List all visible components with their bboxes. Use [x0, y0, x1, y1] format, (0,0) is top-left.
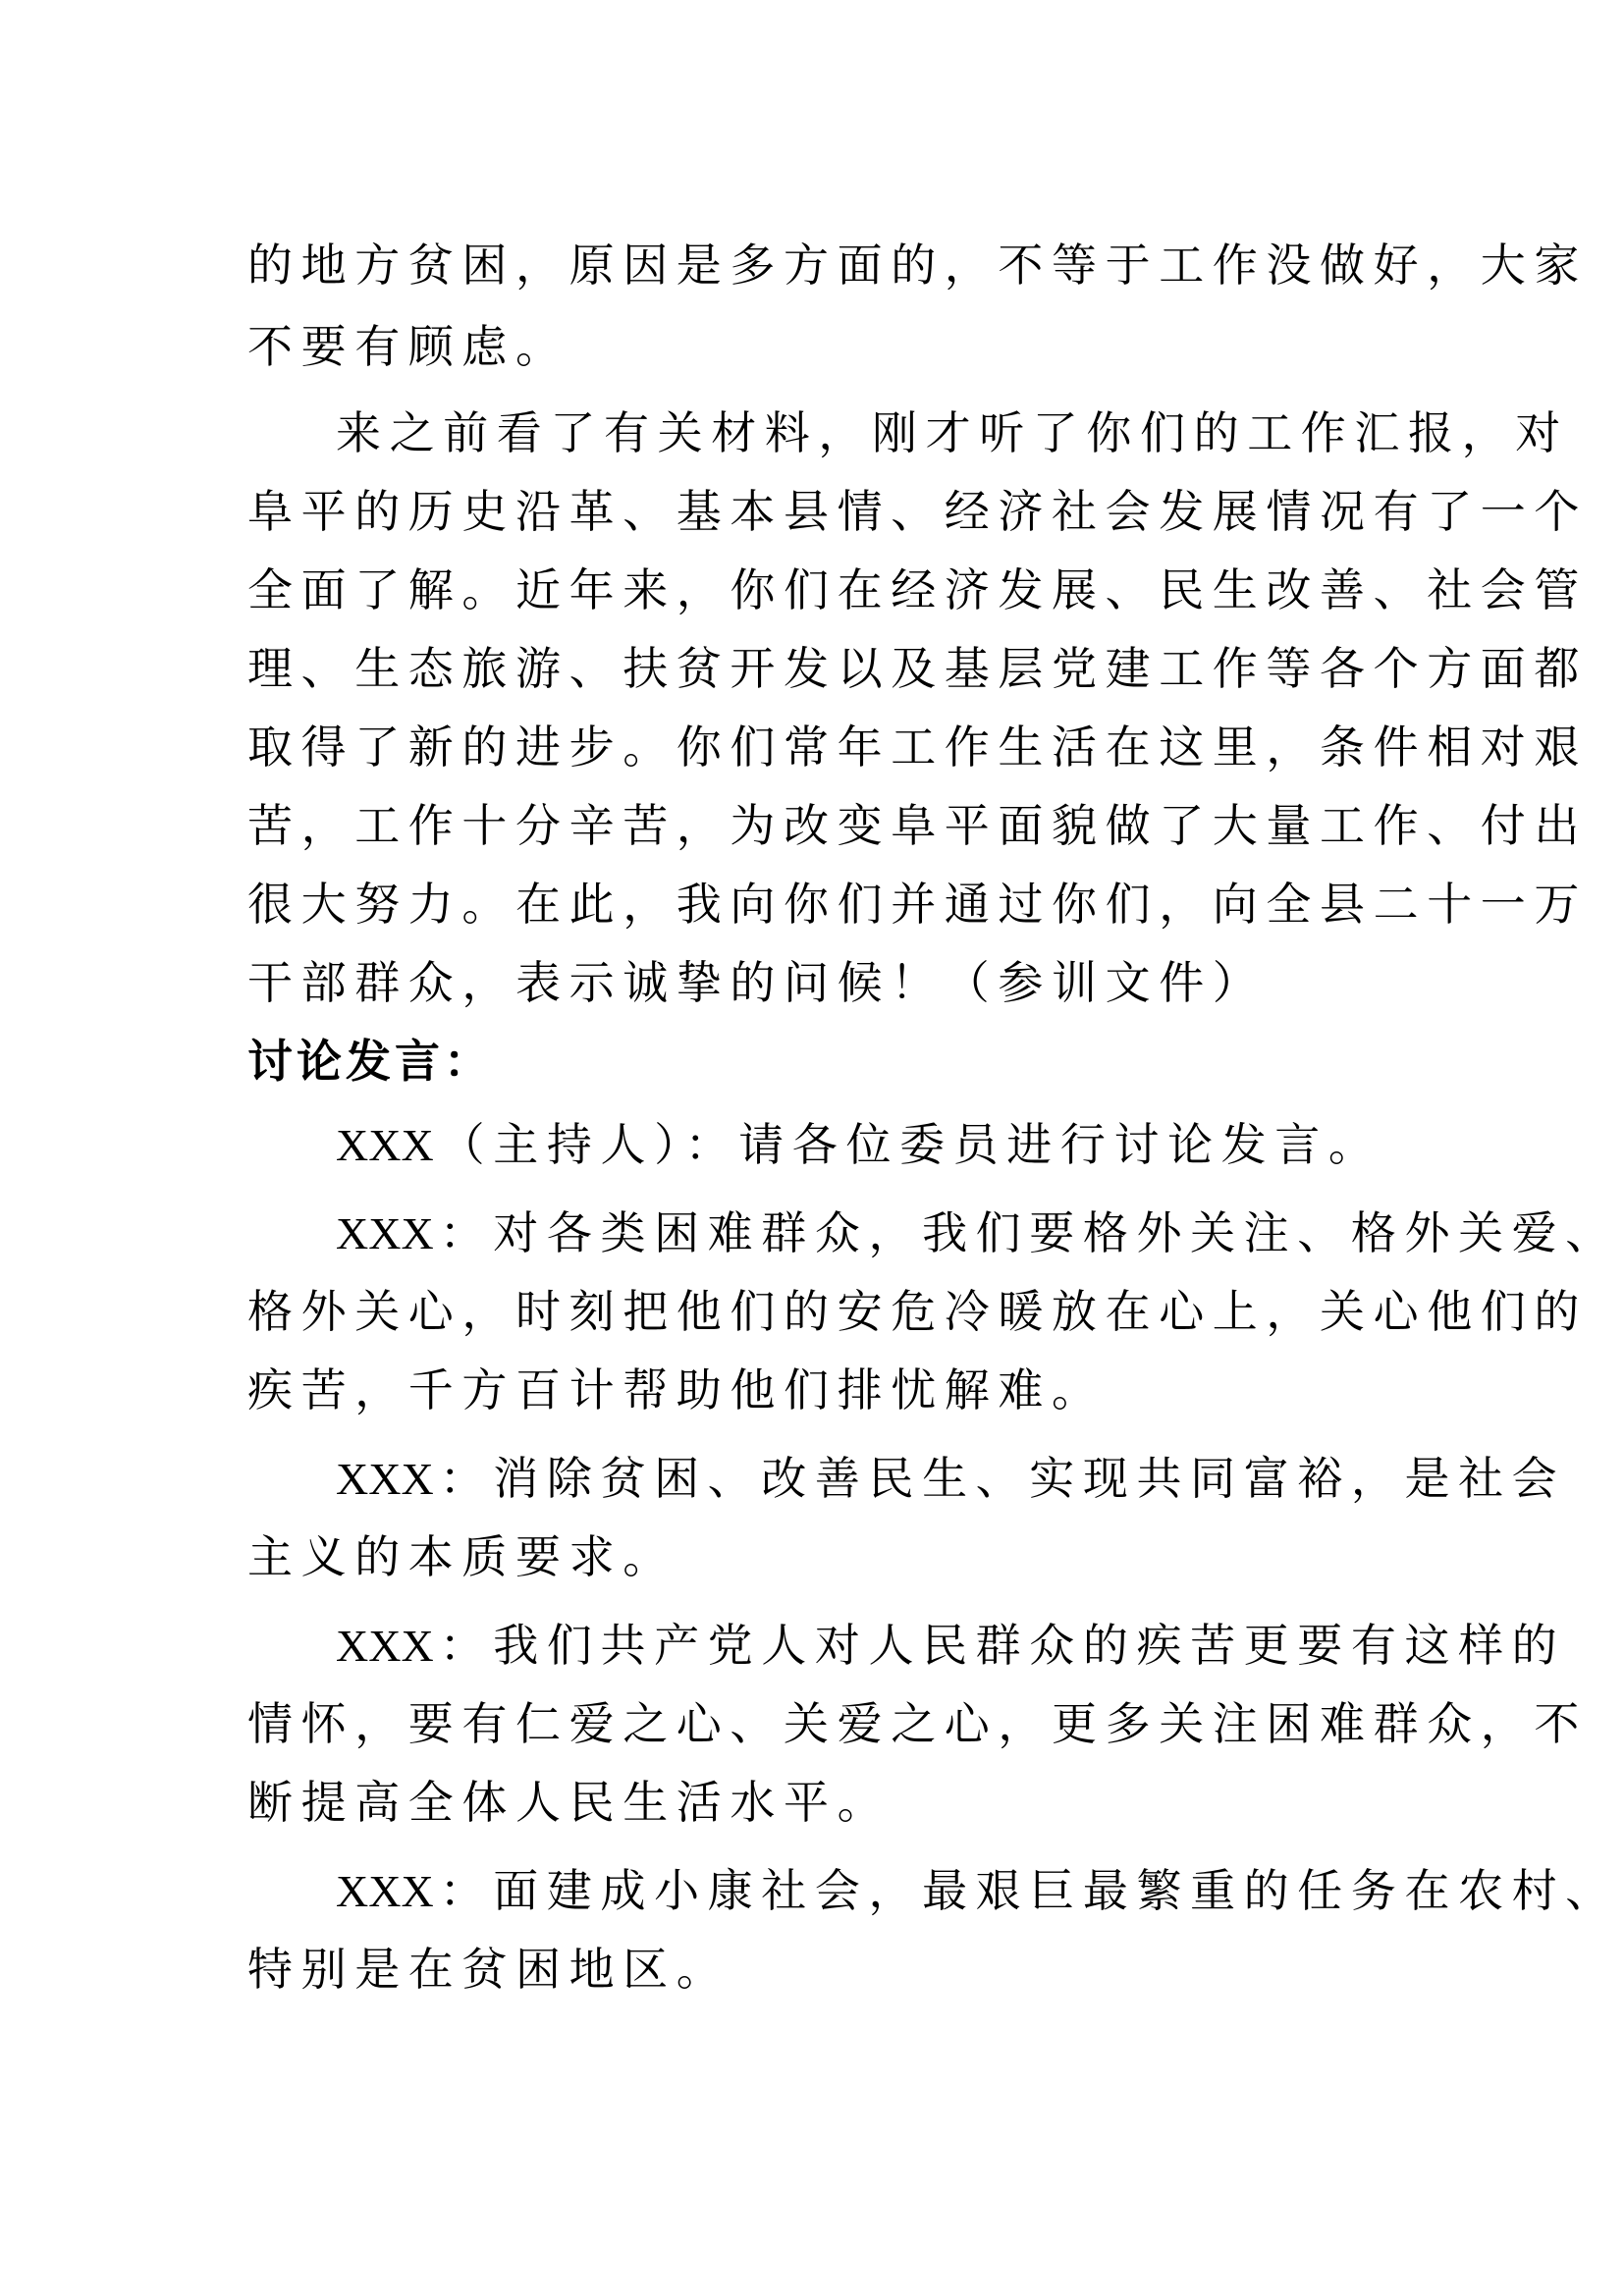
speaker-name: XXX [336, 1866, 434, 1916]
speaker-name: XXX [336, 1208, 434, 1258]
speaker-name: XXX [336, 1120, 434, 1170]
discussion-line-8: 情怀，要有仁爱之心、关爱之心，更多关注困难群众，不 [247, 1697, 1588, 1750]
section-heading: 讨论发言： [247, 1035, 493, 1088]
text-line-9: 很大努力。在此，我向你们并通过你们，向全县二十一万 [247, 878, 1588, 931]
discussion-line-7 [336, 1616, 1565, 1675]
text-line-10: 干部群众，表示诚挚的问候！（参训文件） [247, 956, 1267, 1009]
speaker-name: XXX [336, 1621, 434, 1671]
text-line-3: 来之前看了有关材料，刚才听了你们的工作汇报，对 [336, 406, 1569, 459]
discussion-text: （主持人）：请各位委员进行讨论发言。 [439, 1118, 1382, 1171]
discussion-text: ：我们共产党人对人民群众的疾苦更要有这样的 [439, 1619, 1566, 1672]
discussion-line-2 [336, 1203, 1619, 1262]
text-line-7: 取得了新的进步。你们常年工作生活在这里，条件相对艰 [247, 721, 1588, 774]
discussion-line-9: 断提高全体人民生活水平。 [247, 1776, 892, 1829]
discussion-line-1 [336, 1115, 1381, 1174]
text-line-6: 理、生态旅游、扶贫开发以及基层党建工作等各个方面都 [247, 642, 1588, 695]
discussion-line-6: 主义的本质要求。 [247, 1530, 677, 1583]
discussion-line-10 [336, 1861, 1619, 1920]
text-line-5: 全面了解。近年来，你们在经济发展、民生改善、社会管 [247, 563, 1588, 616]
text-line-4: 阜平的历史沿革、基本县情、经济社会发展情况有了一个 [247, 485, 1588, 538]
discussion-line-4: 疾苦，千方百计帮助他们排忧解难。 [247, 1363, 1106, 1416]
text-line-2: 不要有顾虑。 [247, 320, 569, 373]
text-line-8: 苦，工作十分辛苦，为改变阜平面貌做了大量工作、付出 [247, 799, 1588, 852]
speaker-name: XXX [336, 1454, 434, 1504]
discussion-line-11: 特别是在贫困地区。 [247, 1943, 731, 1996]
discussion-text: ：对各类困难群众，我们要格外关注、格外关爱、 [439, 1206, 1619, 1259]
discussion-text: ：消除贫困、改善民生、实现共同富裕，是社会 [439, 1452, 1566, 1505]
discussion-line-5 [336, 1449, 1565, 1508]
discussion-text: ：面建成小康社会，最艰巨最繁重的任务在农村、 [439, 1864, 1619, 1917]
discussion-line-3: 格外关心，时刻把他们的安危冷暖放在心上，关心他们的 [247, 1285, 1588, 1338]
text-line-1: 的地方贫困，原因是多方面的，不等于工作没做好，大家 [247, 239, 1588, 292]
